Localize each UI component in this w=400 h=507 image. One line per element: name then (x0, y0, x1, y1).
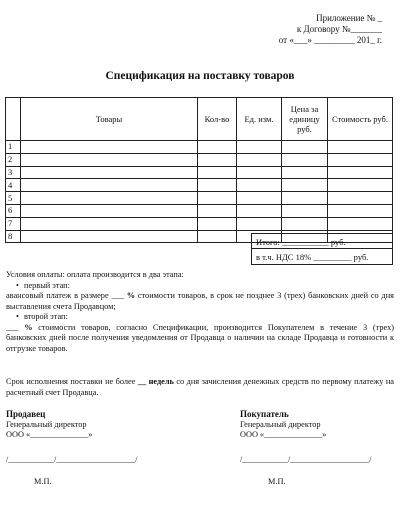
table-cell (21, 204, 198, 217)
col-unit-price: Цена за единицу руб. (282, 98, 328, 141)
stage1-text (6, 291, 394, 312)
table-cell (237, 204, 282, 217)
table-cell (198, 166, 237, 179)
table-cell (282, 153, 328, 166)
terms-intro: Условия оплаты: оплата производится в два этапа: (6, 270, 184, 279)
table-header-row (6, 98, 393, 141)
payment-terms (6, 270, 394, 354)
row-number: 4 (6, 179, 21, 192)
stage1-text-b: стоимости товаров, в срок не позднее 3 (трех) банковских дней со дня выставления счета Продавцом; (6, 291, 394, 311)
stage2-text (6, 323, 394, 355)
table-cell (328, 179, 393, 192)
buyer-stamp-place: М.П. (268, 477, 286, 486)
row-number: 3 (6, 166, 21, 179)
contract-date: от «___» _________ 201_ г. (278, 35, 382, 45)
table-cell (198, 204, 237, 217)
deadline-week: недель (146, 377, 174, 386)
row-number: 1 (6, 141, 21, 154)
table-cell (237, 192, 282, 205)
col-cost: Стоимость руб. (328, 98, 393, 141)
table-cell (237, 166, 282, 179)
table-row (6, 166, 393, 179)
table-cell (328, 166, 393, 179)
table-cell (21, 179, 198, 192)
appendix-header (202, 13, 382, 46)
deadline-text-a: Срок исполнения поставки не более (6, 377, 138, 386)
table-cell (21, 153, 198, 166)
table-cell (282, 192, 328, 205)
col-unit: Ед. изм. (237, 98, 282, 141)
table-cell (282, 141, 328, 154)
stage2-percent: % (24, 322, 33, 332)
row-number: 6 (6, 204, 21, 217)
buyer-org: ООО «______________» (240, 430, 327, 439)
deadline-blank: __ (137, 377, 147, 386)
table-row (6, 141, 393, 154)
table-cell (328, 217, 393, 230)
row-number: 7 (6, 217, 21, 230)
table-row (6, 217, 393, 230)
table-cell (198, 230, 237, 243)
stage2-text-b: стоимости товаров, согласно Спецификации, производится Покупателем в течение 3 (трех) банковских дней после получения уведомления от Продавца о наличии на складе Продавца и готовности к отгрузке товаров. (6, 322, 394, 353)
table-cell (198, 141, 237, 154)
delivery-deadline (6, 377, 394, 398)
seller-stamp-place: М.П. (34, 477, 52, 486)
appendix-number: Приложение № _ (316, 13, 382, 23)
specification-table (5, 97, 393, 243)
contract-number: к Договору №_______ (296, 24, 382, 34)
seller-signature-line: /___________/___________________/ (6, 455, 138, 464)
stage1-title: • первый этап: (6, 281, 394, 292)
seller-role: Генеральный директор (6, 419, 87, 429)
table-cell (198, 192, 237, 205)
table-cell (21, 166, 198, 179)
col-quantity: Кол-во (198, 98, 237, 141)
table-cell (282, 217, 328, 230)
stage2-text-a: ___ (6, 322, 25, 332)
table-cell (328, 153, 393, 166)
table-cell (282, 179, 328, 192)
stage1-percent: % (126, 291, 136, 300)
table-cell (21, 217, 198, 230)
stage1-text-a: авансовый платеж в размере ___ (6, 291, 127, 300)
col-goods: Товары (21, 98, 198, 141)
table-row (6, 179, 393, 192)
table-cell (198, 217, 237, 230)
deadline-text-b: со дня зачисления денежных средств по первому платежу на расчетный счет Продавца. (6, 377, 394, 397)
table-cell (328, 141, 393, 154)
document-title: Спецификация на поставку товаров (105, 70, 295, 82)
table-cell (282, 204, 328, 217)
table-cell (198, 153, 237, 166)
table-cell (21, 141, 198, 154)
seller-org: ООО «______________» (6, 430, 93, 439)
table-cell (21, 192, 198, 205)
row-number: 2 (6, 153, 21, 166)
buyer-role: Генеральный директор (240, 419, 321, 429)
table-cell (198, 179, 237, 192)
table-row (6, 204, 393, 217)
table-cell (237, 141, 282, 154)
table-cell (328, 192, 393, 205)
seller-heading: Продавец (6, 409, 46, 419)
stage2-title: • второй этап: (6, 312, 394, 323)
totals-box (251, 233, 393, 265)
table-cell (282, 166, 328, 179)
table-row (6, 192, 393, 205)
table-cell (237, 179, 282, 192)
buyer-block (240, 409, 400, 441)
table-cell (328, 204, 393, 217)
total-row: Итого: ___________ руб. (251, 233, 393, 249)
table-row (6, 153, 393, 166)
buyer-heading: Покупатель (240, 409, 289, 419)
table-cell (237, 217, 282, 230)
col-number (6, 98, 21, 141)
row-number: 8 (6, 230, 21, 243)
buyer-signature-line: /___________/___________________/ (240, 455, 372, 464)
row-number: 5 (6, 192, 21, 205)
vat-row: в т.ч. НДС 18% _________ руб. (251, 249, 393, 265)
table-cell (237, 153, 282, 166)
seller-block (6, 409, 166, 441)
table-cell (21, 230, 198, 243)
